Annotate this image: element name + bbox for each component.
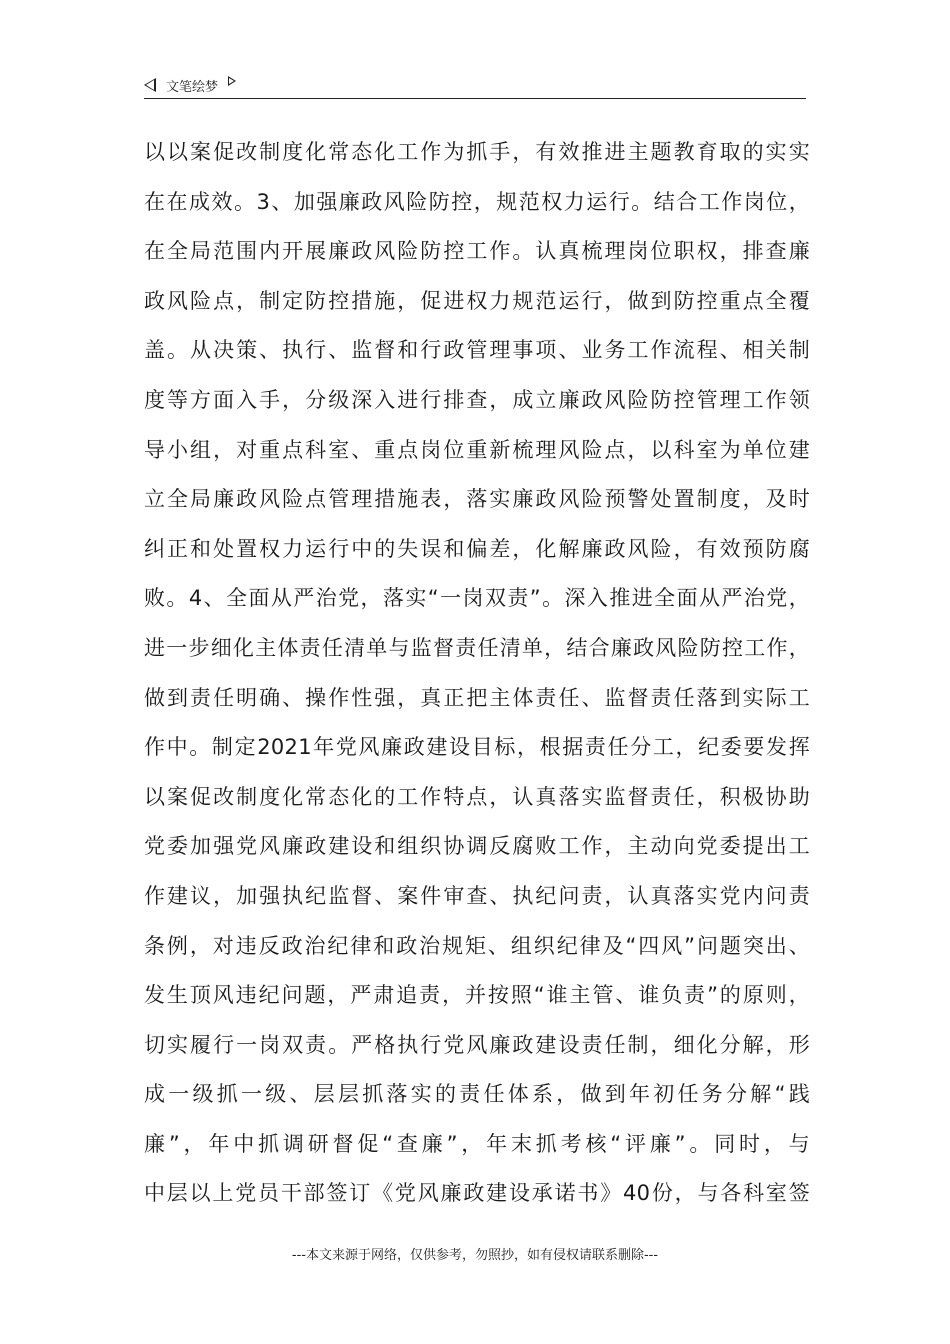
body-line: 条例，对违反政治纪律和政治规矩、组织纪律及“四风”问题突出、 (144, 933, 810, 958)
body-line: 以案促改制度化常态化的工作特点，认真落实监督责任，积极协助 (144, 784, 810, 809)
body-line: 在全局范围内开展廉政风险防控工作。认真梳理岗位职权，排查廉 (144, 239, 810, 264)
body-line: 切实履行一岗双责。严格执行党风廉政建设责任制，细化分解，形 (144, 1032, 810, 1057)
body-line: 在在成效。3、加强廉政风险防控，规范权力运行。结合工作岗位， (144, 189, 810, 214)
body-line: 廉”，年中抓调研督促“查廉”，年末抓考核“评廉”。同时，与 (144, 1131, 810, 1156)
body-line: 立全局廉政风险点管理措施表，落实廉政风险预警处置制度，及时 (144, 487, 810, 512)
body-line: 作建议，加强执纪监督、案件审查、执纪问责，认真落实党内问责 (144, 883, 810, 908)
body-line: 盖。从决策、执行、监督和行政管理事项、业务工作流程、相关制 (144, 338, 810, 363)
body-line: 导小组，对重点科室、重点岗位重新梳理风险点，以科室为单位建 (144, 437, 810, 462)
body-line: 度等方面入手，分级深入进行排查，成立廉政风险防控管理工作领 (144, 387, 810, 412)
body-line: 纠正和处置权力运行中的失误和偏差，化解廉政风险，有效预防腐 (144, 536, 810, 561)
body-line: 做到责任明确、操作性强，真正把主体责任、监督责任落到实际工 (144, 685, 810, 710)
body-line: 以以案促改制度化常态化工作为抓手，有效推进主题教育取的实实 (144, 140, 810, 164)
body-line: 作中。制定2021年党风廉政建设目标，根据责任分工，纪委要发挥 (144, 735, 810, 760)
body-line: 败。4、全面从严治党，落实“一岗双责”。深入推进全面从严治党， (144, 586, 810, 611)
page-header (144, 72, 806, 99)
document-body (144, 128, 810, 1219)
page-footer: ---本文来源于网络，仅供参考，勿照抄，如有侵权请联系删除--- (291, 1248, 659, 1263)
triangle-left-icon (144, 78, 156, 92)
body-line: 进一步细化主体责任清单与监督责任清单，结合廉政风险防控工作， (144, 635, 810, 660)
body-line: 党委加强党风廉政建设和组织协调反腐败工作，主动向党委提出工 (144, 834, 810, 859)
body-line: 政风险点，制定防控措施，促进权力规范运行，做到防控重点全覆 (144, 288, 810, 313)
body-line: 发生顶风违纪问题，严肃追责，并按照“谁主管、谁负责”的原则， (144, 983, 810, 1008)
header-title: 文笔绘梦 (166, 79, 219, 95)
triangle-right-icon (228, 76, 236, 86)
body-line: 中层以上党员干部签订《党风廉政建设承诺书》40份，与各科室签 (144, 1181, 810, 1206)
body-line: 成一级抓一级、层层抓落实的责任体系，做到年初任务分解“践 (144, 1082, 810, 1107)
